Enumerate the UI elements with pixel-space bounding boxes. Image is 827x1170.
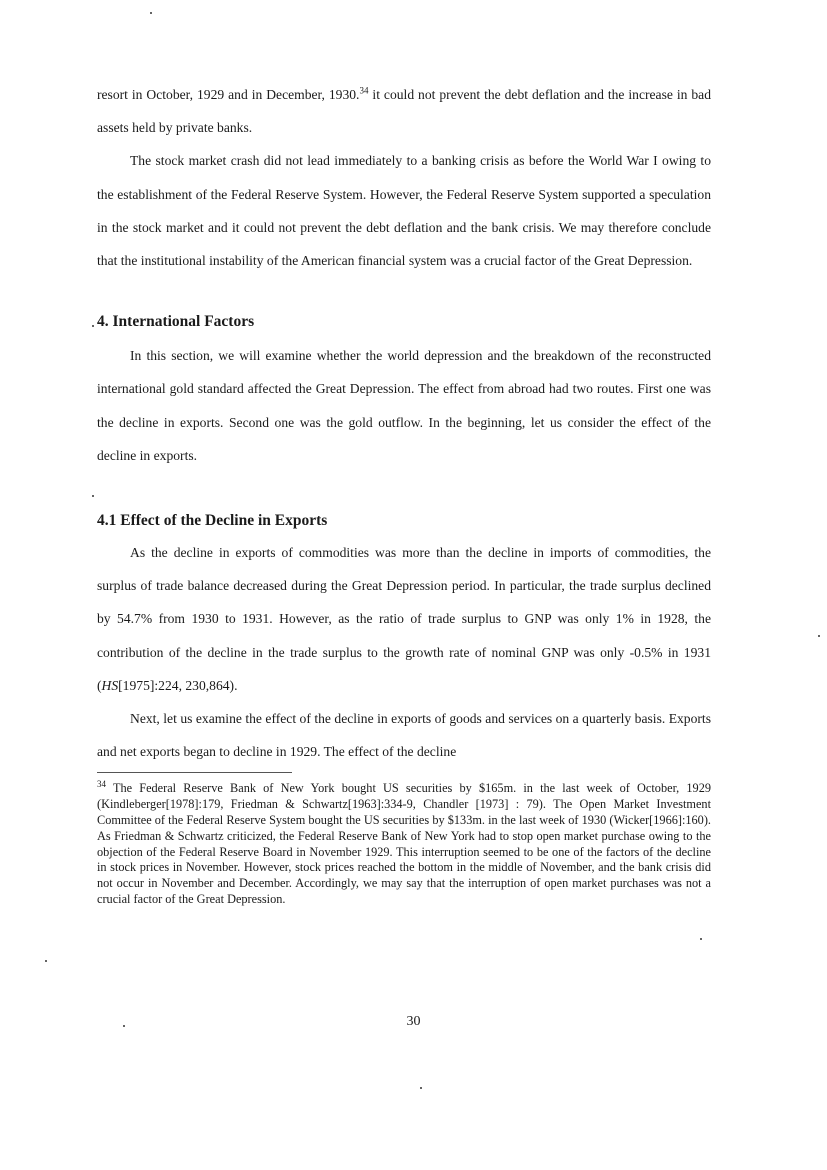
- scan-speck: [123, 1025, 125, 1027]
- scan-speck: [92, 495, 94, 497]
- subsection-heading-decline-exports: 4.1 Effect of the Decline in Exports: [97, 512, 328, 530]
- paragraph-continuation: [97, 78, 711, 144]
- citation-abbrev: HS: [101, 677, 119, 693]
- paragraph-text: it could not prevent the debt deflation and the increase in bad assets held by private banks.: [97, 87, 711, 136]
- footnote-marker[interactable]: 34: [359, 85, 369, 96]
- paragraph-stock-market: The stock market crash did not lead immediately to a banking crisis as before the World War I owing to the establishment of the Federal Reserve System. However, the Federal Reserve System supported a speculation in the stock market and it could not prevent the debt deflation and the bank crisis. We may therefore conclude that the institutional instability of the American financial system was a crucial factor of the Great Depression.: [97, 153, 711, 269]
- paragraph-quarterly-exports: Next, let us examine the effect of the decline in exports of goods and services on a quarterly basis. Exports and net exports began to decline in 1929. The effect of the decline: [97, 711, 711, 760]
- section-heading-international-factors: 4. International Factors: [97, 313, 255, 331]
- scan-speck: [818, 635, 820, 637]
- footnote-34: [97, 781, 711, 907]
- page-number: 30: [406, 1014, 421, 1029]
- paragraph-intro-international: In this section, we will examine whether the world depression and the breakdown of the reconstructed international gold standard affected the Great Depression. The effect from abroad had two routes. First one was the decline in exports. Second one was the gold outflow. In the beginning, let us consider the effect of the decline in exports.: [97, 348, 711, 463]
- page-body: [97, 78, 711, 908]
- scan-speck: [420, 1087, 422, 1089]
- scan-speck: [45, 960, 47, 962]
- scan-speck: [150, 12, 152, 14]
- footnote-text: The Federal Reserve Bank of New York bought US securities by $165m. in the last week of October, 1929 (Kindleberger[1978]:179, Friedman & Schwartz[1963]:334-9, Chandler [1973] : 79). The Open Market Investment Committee of the Federal Reserve System bought the US securities by $133m. in the last week of 1930 (Wicker[1966]:160). As Friedman & Schwartz criticized, the Federal Reserve Bank of New York had to stop open market purchase owing to the objection of the Federal Reserve Board in November 1929. This interruption seemed to be one of the factors of the decline in stock prices in November. However, stock prices reached the bottom in the middle of November, and the bank crisis did not occur in November and December. Accordingly, we may say that the interruption of open market purchases was not a crucial factor of the Great Depression.: [97, 781, 711, 907]
- scan-speck: [92, 325, 94, 327]
- footnote-number: 34: [97, 779, 106, 790]
- footnote-divider: [97, 772, 292, 773]
- paragraph-text: resort in October, 1929 and in December, 1930.: [97, 87, 360, 102]
- paragraph-text: As the decline in exports of commodities was more than the decline in imports of commodities, the surplus of trade balance decreased during the Great Depression period. In particular, the trade surplus declined by 54.7% from 1930 to 1931. However, as the ratio of trade surplus to GNP was only 1% in 1928, the contribution of the decline in the trade surplus to the growth rate of nominal GNP was only -0.5% in 1931 (: [97, 545, 711, 693]
- scan-speck: [700, 938, 702, 940]
- paragraph-text: [1975]:224, 230,864).: [118, 677, 238, 693]
- paragraph-trade-surplus: [97, 536, 711, 702]
